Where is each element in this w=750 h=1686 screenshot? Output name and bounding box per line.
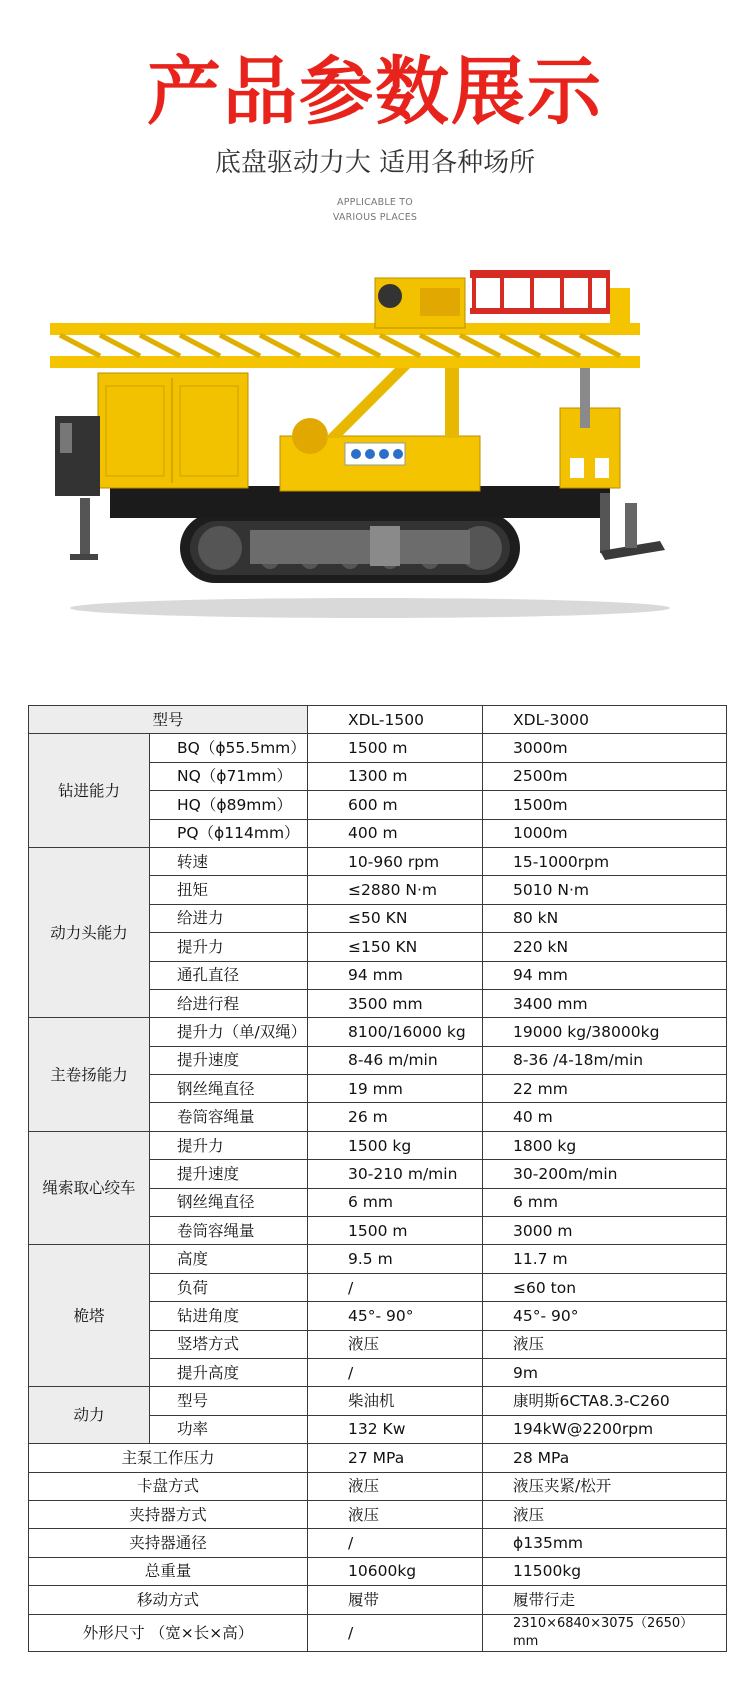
param-name: 总重量: [29, 1557, 308, 1585]
tagline: [0, 195, 750, 225]
value-xdl3000: 履带行走: [483, 1586, 727, 1614]
value-xdl3000: 28 MPa: [483, 1444, 727, 1472]
page-subtitle: 底盘驱动力大 适用各种场所: [214, 148, 536, 178]
param-name: 夹持器方式: [29, 1500, 308, 1528]
table-row: [29, 734, 727, 762]
value-xdl1500: 1500 m: [308, 1217, 483, 1245]
param-name: 转速: [150, 847, 308, 875]
param-name: 提升力: [150, 933, 308, 961]
value-xdl1500: /: [308, 1273, 483, 1301]
param-name: PQ（ϕ114mm）: [150, 819, 308, 847]
param-name: 提升力: [150, 1131, 308, 1159]
value-xdl1500: /: [308, 1614, 483, 1651]
param-name: NQ（ϕ71mm）: [150, 762, 308, 790]
value-xdl1500: ≤150 KN: [308, 933, 483, 961]
table-row: [29, 1472, 727, 1500]
header-cell-model: 型号: [29, 706, 308, 734]
value-xdl1500: 400 m: [308, 819, 483, 847]
value-xdl3000: 40 m: [483, 1103, 727, 1131]
tagline-line-1: APPLICABLE TO: [337, 197, 413, 208]
param-name: 功率: [150, 1415, 308, 1443]
group-label: 绳索取心绞车: [29, 1131, 150, 1245]
param-name: 钢丝绳直径: [150, 1188, 308, 1216]
value-xdl3000: 1500m: [483, 791, 727, 819]
page-title: 产品参数展示: [147, 49, 603, 135]
value-xdl3000: 康明斯6CTA8.3-C260: [483, 1387, 727, 1415]
value-xdl3000: 2310×6840×3075（2650）mm: [483, 1614, 727, 1651]
value-xdl1500: 30-210 m/min: [308, 1160, 483, 1188]
param-name: 夹持器通径: [29, 1529, 308, 1557]
value-xdl1500: 9.5 m: [308, 1245, 483, 1273]
value-xdl3000: 19000 kg/38000kg: [483, 1018, 727, 1046]
table-header-row: [29, 706, 727, 734]
value-xdl1500: 132 Kw: [308, 1415, 483, 1443]
param-name: 提升速度: [150, 1160, 308, 1188]
param-name: 移动方式: [29, 1586, 308, 1614]
value-xdl3000: 液压: [483, 1500, 727, 1528]
value-xdl1500: 94 mm: [308, 961, 483, 989]
group-label: 动力头能力: [29, 847, 150, 1017]
value-xdl3000: 液压夹紧/松开: [483, 1472, 727, 1500]
value-xdl1500: /: [308, 1358, 483, 1386]
value-xdl1500: 1300 m: [308, 762, 483, 790]
value-xdl3000: 3400 mm: [483, 989, 727, 1017]
value-xdl3000: 30-200m/min: [483, 1160, 727, 1188]
value-xdl3000: 15-1000rpm: [483, 847, 727, 875]
table-row: [29, 1614, 727, 1651]
value-xdl3000: 11.7 m: [483, 1245, 727, 1273]
value-xdl1500: 履带: [308, 1586, 483, 1614]
value-xdl3000: 45°- 90°: [483, 1302, 727, 1330]
table-row: [29, 1444, 727, 1472]
value-xdl3000: 3000m: [483, 734, 727, 762]
table-row: [29, 1500, 727, 1528]
param-name: HQ（ϕ89mm）: [150, 791, 308, 819]
table-row: [29, 1131, 727, 1159]
value-xdl1500: 液压: [308, 1472, 483, 1500]
param-name: 提升高度: [150, 1358, 308, 1386]
value-xdl3000: 80 kN: [483, 904, 727, 932]
value-xdl1500: 3500 mm: [308, 989, 483, 1017]
spec-table: [28, 705, 727, 1652]
group-label: 钻进能力: [29, 734, 150, 848]
header-cell-xdl1500: XDL-1500: [308, 706, 483, 734]
param-name: 给进行程: [150, 989, 308, 1017]
value-xdl1500: 27 MPa: [308, 1444, 483, 1472]
value-xdl3000: 220 kN: [483, 933, 727, 961]
value-xdl1500: 19 mm: [308, 1075, 483, 1103]
value-xdl1500: 10600kg: [308, 1557, 483, 1585]
tagline-line-2: VARIOUS PLACES: [332, 212, 418, 223]
value-xdl3000: 194kW@2200rpm: [483, 1415, 727, 1443]
table-row: [29, 847, 727, 875]
param-name: 提升力（单/双绳）: [150, 1018, 308, 1046]
value-xdl3000: 6 mm: [483, 1188, 727, 1216]
value-xdl1500: 1500 m: [308, 734, 483, 762]
param-name: BQ（ϕ55.5mm）: [150, 734, 308, 762]
group-label: 桅塔: [29, 1245, 150, 1387]
param-name: 钻进角度: [150, 1302, 308, 1330]
param-name: 竖塔方式: [150, 1330, 308, 1358]
value-xdl1500: 1500 kg: [308, 1131, 483, 1159]
param-name: 型号: [150, 1387, 308, 1415]
table-row: [29, 1557, 727, 1585]
value-xdl3000: ≤60 ton: [483, 1273, 727, 1301]
value-xdl1500: 液压: [308, 1500, 483, 1528]
param-name: 卷筒容绳量: [150, 1217, 308, 1245]
param-name: 主泵工作压力: [29, 1444, 308, 1472]
table-row: [29, 1529, 727, 1557]
value-xdl1500: 8-46 m/min: [308, 1046, 483, 1074]
param-name: 卷筒容绳量: [150, 1103, 308, 1131]
param-name: 提升速度: [150, 1046, 308, 1074]
value-xdl3000: 8-36 /4-18m/min: [483, 1046, 727, 1074]
table-row: [29, 1245, 727, 1273]
value-xdl3000: 2500m: [483, 762, 727, 790]
value-xdl1500: ≤50 KN: [308, 904, 483, 932]
value-xdl3000: 1000m: [483, 819, 727, 847]
table-row: [29, 1387, 727, 1415]
value-xdl3000: 液压: [483, 1330, 727, 1358]
param-name: 扭矩: [150, 876, 308, 904]
param-name: 负荷: [150, 1273, 308, 1301]
group-label: 动力: [29, 1387, 150, 1444]
value-xdl3000: 3000 m: [483, 1217, 727, 1245]
value-xdl1500: 26 m: [308, 1103, 483, 1131]
value-xdl3000: ϕ135mm: [483, 1529, 727, 1557]
header-cell-xdl3000: XDL-3000: [483, 706, 727, 734]
value-xdl1500: 600 m: [308, 791, 483, 819]
value-xdl1500: 10-960 rpm: [308, 847, 483, 875]
value-xdl1500: 液压: [308, 1330, 483, 1358]
value-xdl1500: 柴油机: [308, 1387, 483, 1415]
param-name: 卡盘方式: [29, 1472, 308, 1500]
value-xdl3000: 9m: [483, 1358, 727, 1386]
value-xdl1500: /: [308, 1529, 483, 1557]
value-xdl1500: 8100/16000 kg: [308, 1018, 483, 1046]
value-xdl1500: 45°- 90°: [308, 1302, 483, 1330]
table-row: [29, 1586, 727, 1614]
value-xdl3000: 5010 N·m: [483, 876, 727, 904]
value-xdl1500: 6 mm: [308, 1188, 483, 1216]
value-xdl3000: 11500kg: [483, 1557, 727, 1585]
param-name: 给进力: [150, 904, 308, 932]
param-name: 钢丝绳直径: [150, 1075, 308, 1103]
param-name: 外形尺寸 （宽×长×高）: [29, 1614, 308, 1651]
table-row: [29, 1018, 727, 1046]
value-xdl3000: 1800 kg: [483, 1131, 727, 1159]
value-xdl3000: 22 mm: [483, 1075, 727, 1103]
value-xdl3000: 94 mm: [483, 961, 727, 989]
param-name: 通孔直径: [150, 961, 308, 989]
group-label: 主卷扬能力: [29, 1018, 150, 1132]
param-name: 高度: [150, 1245, 308, 1273]
value-xdl1500: ≤2880 N·m: [308, 876, 483, 904]
drilling-rig-image: [40, 268, 730, 638]
